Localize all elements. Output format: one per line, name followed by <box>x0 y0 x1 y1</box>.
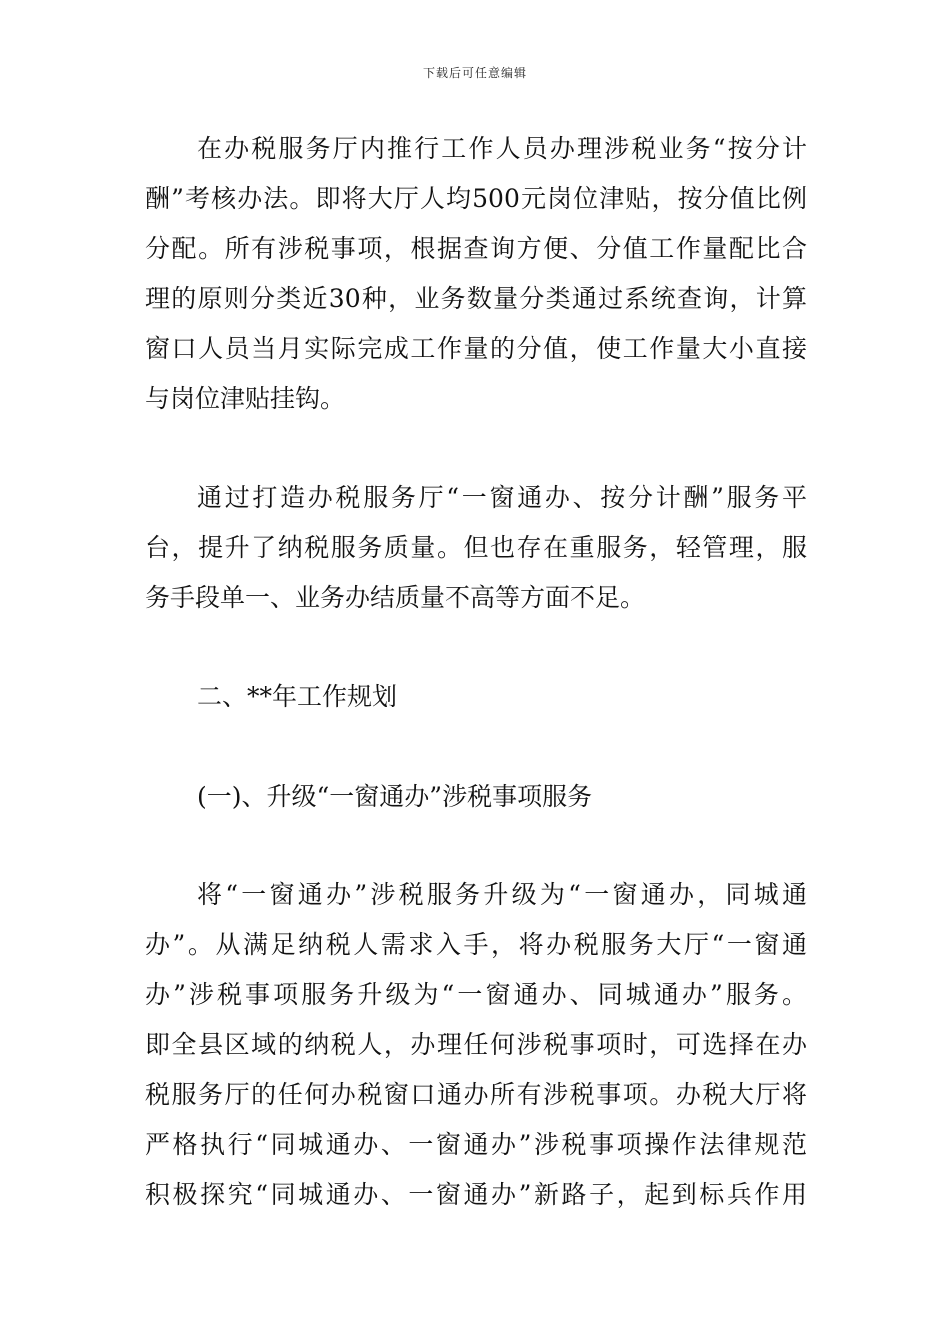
paragraph-line: 理的原则分类近30种，业务数量分类通过系统查询，计算 <box>145 284 807 313</box>
paragraph-line: 税服务厅的任何办税窗口通办所有涉税事项。办税大厅将 <box>145 1080 807 1109</box>
paragraph-line: 酬”考核办法。即将大厅人均500元岗位津贴，按分值比例 <box>145 184 807 213</box>
page-header: 下载后可任意编辑 <box>422 66 527 80</box>
paragraph-line: 办”涉税事项服务升级为“一窗通办、同城通办”服务。 <box>145 980 807 1009</box>
paragraph-line: 积极探究“同城通办、一窗通办”新路子，起到标兵作用 <box>145 1180 807 1209</box>
paragraph-line: 严格执行“同城通办、一窗通办”涉税事项操作法律规范 <box>145 1130 807 1159</box>
paragraph-line: 窗口人员当月实际完成工作量的分值，使工作量大小直接 <box>145 334 807 363</box>
paragraph-line: 台，提升了纳税服务质量。但也存在重服务，轻管理，服 <box>145 533 807 562</box>
paragraph-line: 务手段单一、业务办结质量不高等方面不足。 <box>145 583 646 612</box>
paragraph-line: 在办税服务厅内推行工作人员办理涉税业务“按分计 <box>197 134 807 163</box>
paragraph-line: 通过打造办税服务厅“一窗通办、按分计酬”服务平 <box>197 483 807 512</box>
paragraph-line: 与岗位津贴挂钩。 <box>145 384 346 413</box>
paragraph-line: 分配。所有涉税事项，根据查询方便、分值工作量配比合 <box>145 234 807 263</box>
section-heading: 二、**年工作规划 <box>197 682 398 711</box>
paragraph-line: 即全县区域的纳税人，办理任何涉税事项时，可选择在办 <box>145 1030 807 1059</box>
subsection-heading: (一)、升级“一窗通办”涉税事项服务 <box>197 782 593 811</box>
paragraph-line: 将“一窗通办”涉税服务升级为“一窗通办，同城通 <box>197 880 807 909</box>
paragraph-line: 办”。从满足纳税人需求入手，将办税服务大厅“一窗通 <box>145 930 807 959</box>
